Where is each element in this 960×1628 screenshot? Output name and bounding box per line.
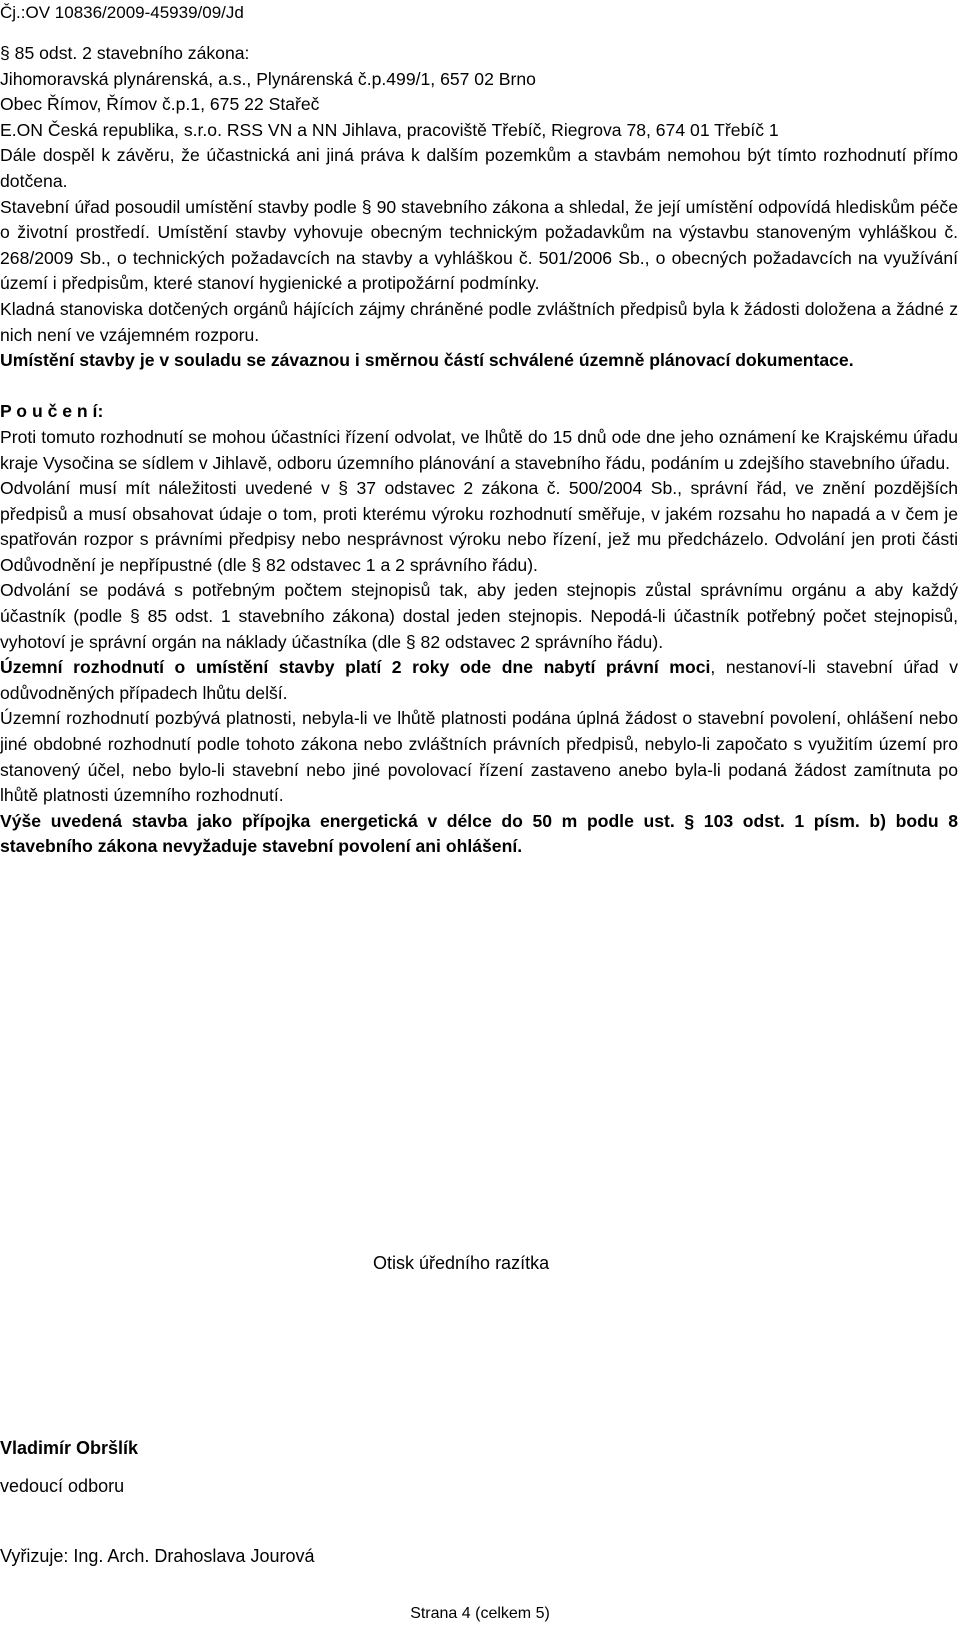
instruction-heading: P o u č e n í: [0, 401, 104, 422]
expiry-paragraph: Územní rozhodnutí pozbývá platnosti, nebyla-li ve lhůtě platnosti podána úplná žádost o stavební povolení, ohlášení nebo jiné obdobné rozhodnutí podle tohoto zákona nebo zvláštních právních předpisů, nebylo-li započato s využitím území pro stanovený účel, nebo bylo-li stavební nebo jiné povolovací řízení zastaveno anebo byla-li podaná žádost zamítnuta po lhůtě platnosti územního rozhodnutí. [0, 708, 958, 806]
validity-rest-text: , nestanoví-li stavební úřad v odůvodněných případech lhůtu delší. [0, 657, 959, 703]
handled-by: Vyřizuje: Ing. Arch. Drahoslava Jourová [0, 1546, 315, 1566]
appeal-requirements-paragraph: Odvolání musí mít náležitosti uvedené v § 37 odstavec 2 zákona č. 500/2004 Sb., správní řád, ve znění pozdějších předpisů a musí obsahovat údaje o tom, proti kterému výroku rozhodnutí směřuje, v jakém rozsahu ho napadá a v čem je spatřován rozpor s právními předpisy nebo nesprávnost výroku nebo řízení, jež mu předcházelo. Odvolání jen proti části Odůvodnění je nepřípustné (dle § 82 odstavec 1 a 2 správního řádu). [0, 478, 958, 575]
page-number: Strana 4 (celkem 5) [410, 1605, 550, 1622]
section-spacer [0, 374, 958, 400]
assessment-paragraph: Stavební úřad posoudil umístění stavby podle § 90 stavebního zákona a shledal, že její umístění odpovídá hlediskům péče o životní prostředí. Umístění stavby vyhovuje obecným technickým požadavkům na výstavbu stanoveným vyhláškou č. 268/2009 Sb., o technických požadavcích na stavby a vyhláškou č. 501/2006 Sb., o obecných požadavcích na využívání území i předpisům, které stanoví hygienické a protipožární podmínky. [0, 196, 958, 294]
participant-item: Obec Římov, Římov č.p.1, 675 22 Stařeč [0, 94, 320, 115]
participants-section [0, 41, 958, 143]
other-rights-paragraph: Dále dospěl k závěru, že účastnická ani jiná práva k dalším pozemkům a stavbám nemohou být tímto rozhodnutí přímo dotčena. [0, 145, 958, 191]
no-permit-paragraph: Výše uvedená stavba jako přípojka energetická v délce do 50 m podle ust. § 103 odst. 1 písm. b) bodu 8 stavebního zákona nevyžaduje stavební povolení ani ohlášení. [0, 810, 958, 857]
copies-paragraph: Odvolání se podává s potřebným počtem stejnopisů tak, aby jeden stejnopis zůstal správnímu orgánu a aby každý účastník (podle § 85 odst. 1 stavebního zákona) dostal jeden stejnopis. Nepodá-li účastník potřebný počet stejnopisů, vyhotoví je správní orgán na náklady účastníka (dle § 82 odstavec 2 správního řádu). [0, 580, 958, 652]
signatory-name: Vladimír Obršlík [0, 1438, 139, 1458]
appeal-paragraph: Proti tomuto rozhodnutí se mohou účastníci řízení odvolat, ve lhůtě do 15 dnů ode dne jeho oznámení ke Krajskému úřadu kraje Vysočina se sídlem v Jihlavě, odboru územního plánování a stavebního řádu, podáním u zdejšího stavebního úřadu. [0, 426, 958, 473]
validity-bold-text: Územní rozhodnutí o umístění stavby platí 2 roky ode dne nabytí právní moci [0, 657, 711, 678]
signatory-role: vedoucí odboru [0, 1476, 125, 1496]
reference-number: Čj.:OV 10836/2009-45939/09/Jd [0, 3, 244, 22]
document-body [0, 41, 958, 860]
participants-heading: § 85 odst. 2 stavebního zákona: [0, 43, 250, 63]
stamp-placeholder: Otisk úředního razítka [373, 1253, 550, 1273]
opinions-paragraph: Kladná stanoviska dotčených orgánů hájících zájmy chráněné podle zvláštních předpisů byla k žádosti doložena a žádné z nich není ve vzájemném rozporu. [0, 298, 958, 345]
participant-item: E.ON Česká republika, s.r.o. RSS VN a NN Jihlava, pracoviště Třebíč, Riegrova 78, 674 01 Třebíč 1 [0, 119, 779, 140]
participant-item: Jihomoravská plynárenská, a.s., Plynárenská č.p.499/1, 657 02 Brno [0, 68, 536, 89]
validity-paragraph [0, 655, 958, 706]
planning-compliance-paragraph: Umístění stavby je v souladu se závaznou i směrnou částí schválené územně plánovací dokumentace. [0, 350, 854, 371]
